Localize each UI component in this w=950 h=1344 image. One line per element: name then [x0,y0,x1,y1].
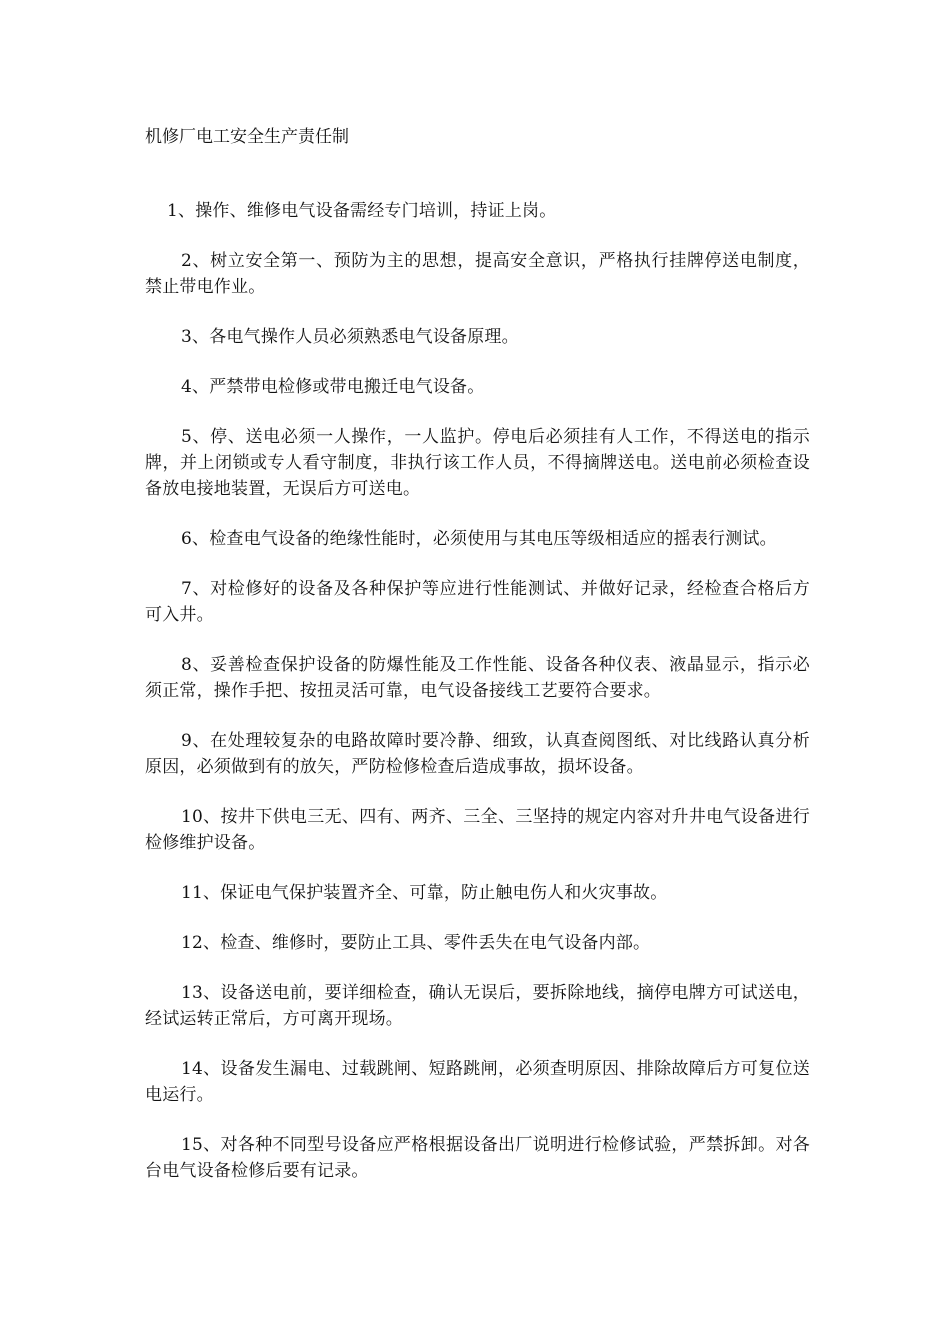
document-title: 机修厂电工安全生产责任制 [145,127,349,147]
clause-item: 7、对检修好的设备及各种保护等应进行性能测试、并做好记录，经检查合格后方可入井。 [145,579,810,625]
clause-item: 1、操作、维修电气设备需经专门培训，持证上岗。 [167,201,557,221]
clause-item: 4、严禁带电检修或带电搬迁电气设备。 [181,377,485,397]
clause-item: 12、检查、维修时，要防止工具、零件丢失在电气设备内部。 [181,933,651,953]
clause-item: 6、检查电气设备的绝缘性能时，必须使用与其电压等级相适应的摇表行测试。 [181,529,777,549]
clause-list [145,198,810,1208]
clause-item: 10、按井下供电三无、四有、两齐、三全、三坚持的规定内容对升井电气设备进行检修维护设备。 [145,807,810,853]
clause-item: 11、保证电气保护装置齐全、可靠，防止触电伤人和火灾事故。 [181,883,668,903]
clause-item: 3、各电气操作人员必须熟悉电气设备原理。 [181,327,519,347]
clause-item: 9、在处理较复杂的电路故障时要冷静、细致，认真查阅图纸、对比线路认真分析原因，必须做到有的放矢，严防检修检查后造成事故，损坏设备。 [145,731,810,777]
clause-item: 5、停、送电必须一人操作，一人监护。停电后必须挂有人工作，不得送电的指示牌，并上闭锁或专人看守制度，非执行该工作人员，不得摘牌送电。送电前必须检查设备放电接地装置，无误后方可送电。 [145,427,810,499]
clause-item: 8、妥善检查保护设备的防爆性能及工作性能、设备各种仪表、液晶显示，指示必须正常，操作手把、按扭灵活可靠，电气设备接线工艺要符合要求。 [145,655,810,701]
clause-item: 13、设备送电前，要详细检查，确认无误后，要拆除地线，摘停电牌方可试送电，经试运转正常后，方可离开现场。 [145,983,810,1029]
clause-item: 14、设备发生漏电、过载跳闸、短路跳闸，必须查明原因、排除故障后方可复位送电运行。 [145,1059,810,1105]
clause-item: 15、对各种不同型号设备应严格根据设备出厂说明进行检修试验，严禁拆卸。对各台电气设备检修后要有记录。 [145,1135,810,1181]
clause-item: 2、树立安全第一、预防为主的思想，提高安全意识，严格执行挂牌停送电制度，禁止带电作业。 [145,251,810,297]
